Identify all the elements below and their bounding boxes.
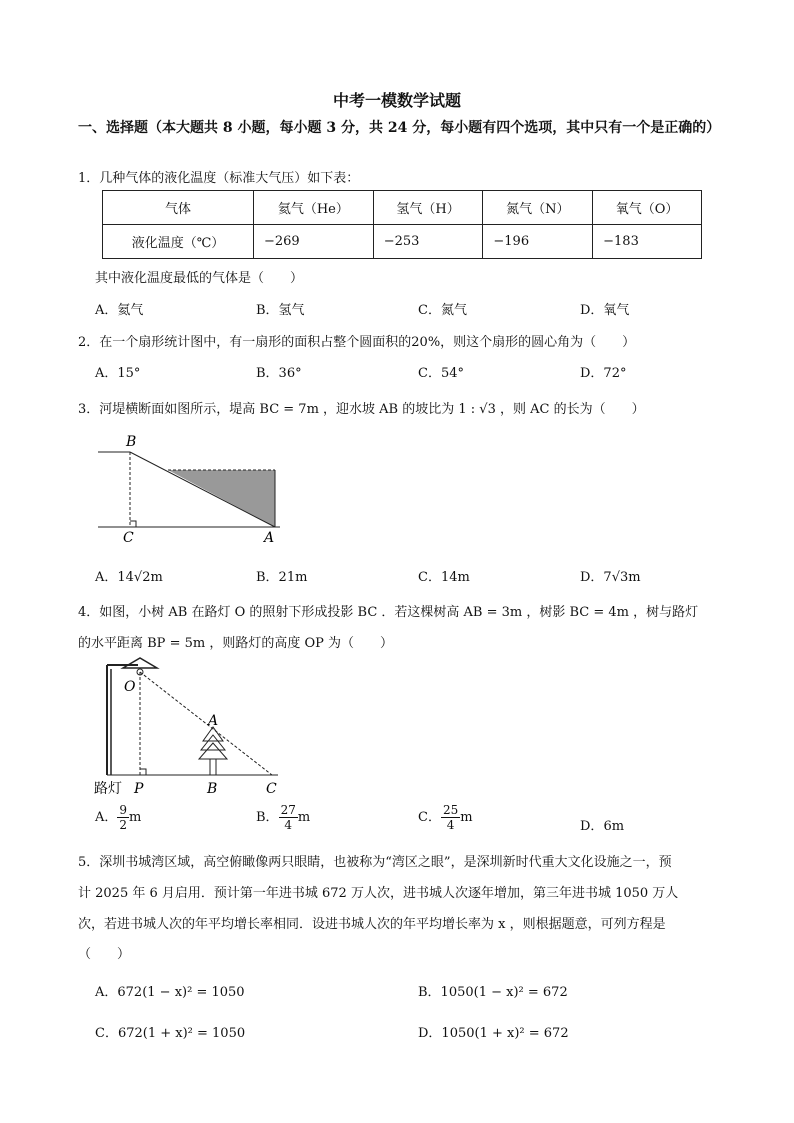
fraction: $\frac{27}{4}$ xyxy=(280,803,296,832)
label-b: B xyxy=(126,434,137,450)
q4-option-c[interactable]: C． $\frac{25}{4}$ m xyxy=(418,803,473,832)
q3-option-d[interactable]: D．7√3m xyxy=(580,570,641,585)
q4-option-b[interactable]: B． $\frac{27}{4}$ m xyxy=(256,803,311,832)
q2-option-a[interactable]: A．15° xyxy=(95,366,141,381)
q1-option-c[interactable]: C．氮气 xyxy=(418,303,467,318)
q5-option-b[interactable]: B．1050(1 − x)² = 672 xyxy=(418,985,568,1000)
streetlight-figure xyxy=(90,655,290,800)
label-a: A xyxy=(264,530,275,545)
q1-option-a[interactable]: A．氦气 xyxy=(95,303,144,318)
q4-option-a[interactable]: A． $\frac{9}{2}$ m xyxy=(95,803,142,832)
fraction: $\frac{25}{4}$ xyxy=(442,803,459,832)
light-ray xyxy=(140,672,272,775)
lamp-shade xyxy=(123,658,157,668)
q4-stem-line2: 的水平距离 BP = 5m ，则路灯的高度 OP 为（ ） xyxy=(78,636,393,651)
q2-option-b[interactable]: B．36° xyxy=(256,366,302,381)
q5-line2: 计 2025 年 6 月启用．预计第一年进书城 672 万人次，进书城人次逐年增加，第三年进书城 1050 万人 xyxy=(78,886,679,901)
fraction: $\frac{9}{2}$ xyxy=(119,803,128,832)
table-cell: 氮气（N） xyxy=(483,191,593,225)
embankment-figure xyxy=(90,430,290,545)
right-angle-mark xyxy=(130,521,136,527)
table-cell: 氧气（O） xyxy=(593,191,702,225)
table-cell: −269 xyxy=(254,225,374,259)
q1-stem: 1．几种气体的液化温度（标准大气压）如下表： xyxy=(78,171,360,186)
q1-question: 其中液化温度最低的气体是（ ） xyxy=(95,271,304,286)
table-cell: 氢气（H） xyxy=(373,191,483,225)
label-p: P xyxy=(134,781,144,797)
q3-stem: 3．河堤横断面如图所示，堤高 BC = 7m ，迎水坡 AB 的坡比为 1 : √3 ，则 AC 的长为（ ） xyxy=(78,402,645,417)
q3-option-c[interactable]: C．14m xyxy=(418,570,470,585)
q5-option-a[interactable]: A．672(1 − x)² = 1050 xyxy=(95,985,245,1000)
label-o: O xyxy=(124,679,136,695)
table-cell: −183 xyxy=(593,225,702,259)
page-title: 中考一模数学试题 xyxy=(332,91,461,110)
table-cell: 液化温度（℃） xyxy=(103,225,254,259)
q5-line4: （ ） xyxy=(78,947,131,962)
q2-stem: 2．在一个扇形统计图中，有一扇形的面积占整个圆面积的20%，则这个扇形的圆心角为（ ） xyxy=(78,335,636,350)
q5-option-d[interactable]: D．1050(1 + x)² = 672 xyxy=(418,1026,569,1041)
label-c: C xyxy=(266,781,277,797)
q5-line1: 5．深圳书城湾区域，高空俯瞰像两只眼睛，也被称为“湾区之眼”，是深圳新时代重大文化设施之一，预 xyxy=(78,855,672,870)
tree-icon xyxy=(199,727,227,775)
table-cell: −253 xyxy=(373,225,483,259)
table-row xyxy=(103,225,702,259)
q1-option-b[interactable]: B．氢气 xyxy=(256,303,305,318)
label-c: C xyxy=(123,530,134,545)
q3-option-a[interactable]: A．14√2m xyxy=(95,570,163,585)
label-a: A xyxy=(208,713,219,729)
label-lamp: 路灯 xyxy=(94,781,122,797)
table-cell: 气体 xyxy=(103,191,254,225)
q5-option-c[interactable]: C．672(1 + x)² = 1050 xyxy=(95,1026,246,1041)
q4-option-d[interactable]: D．6m xyxy=(580,819,625,834)
liquefaction-table xyxy=(102,190,702,259)
section-heading: 一、选择题（本大题共 8 小题，每小题 3 分，共 24 分，每小题有四个选项，其中只有一个是正确的） xyxy=(78,120,721,136)
right-angle-mark xyxy=(140,769,146,775)
table-header-row xyxy=(103,191,702,225)
q4-stem-line1: 4．如图，小树 AB 在路灯 O 的照射下形成投影 BC ．若这棵树高 AB = 3m ，树影 BC = 4m ，树与路灯 xyxy=(78,605,699,620)
q2-option-c[interactable]: C．54° xyxy=(418,366,464,381)
q3-option-b[interactable]: B．21m xyxy=(256,570,308,585)
q2-option-d[interactable]: D．72° xyxy=(580,366,627,381)
label-b: B xyxy=(207,781,218,797)
table-cell: 氦气（He） xyxy=(254,191,374,225)
q1-option-d[interactable]: D．氧气 xyxy=(580,303,630,318)
q5-line3: 次，若进书城人次的年平均增长率相同．设进书城人次的年平均增长率为 x ，则根据题意，可列方程是 xyxy=(78,917,666,932)
table-cell: −196 xyxy=(483,225,593,259)
